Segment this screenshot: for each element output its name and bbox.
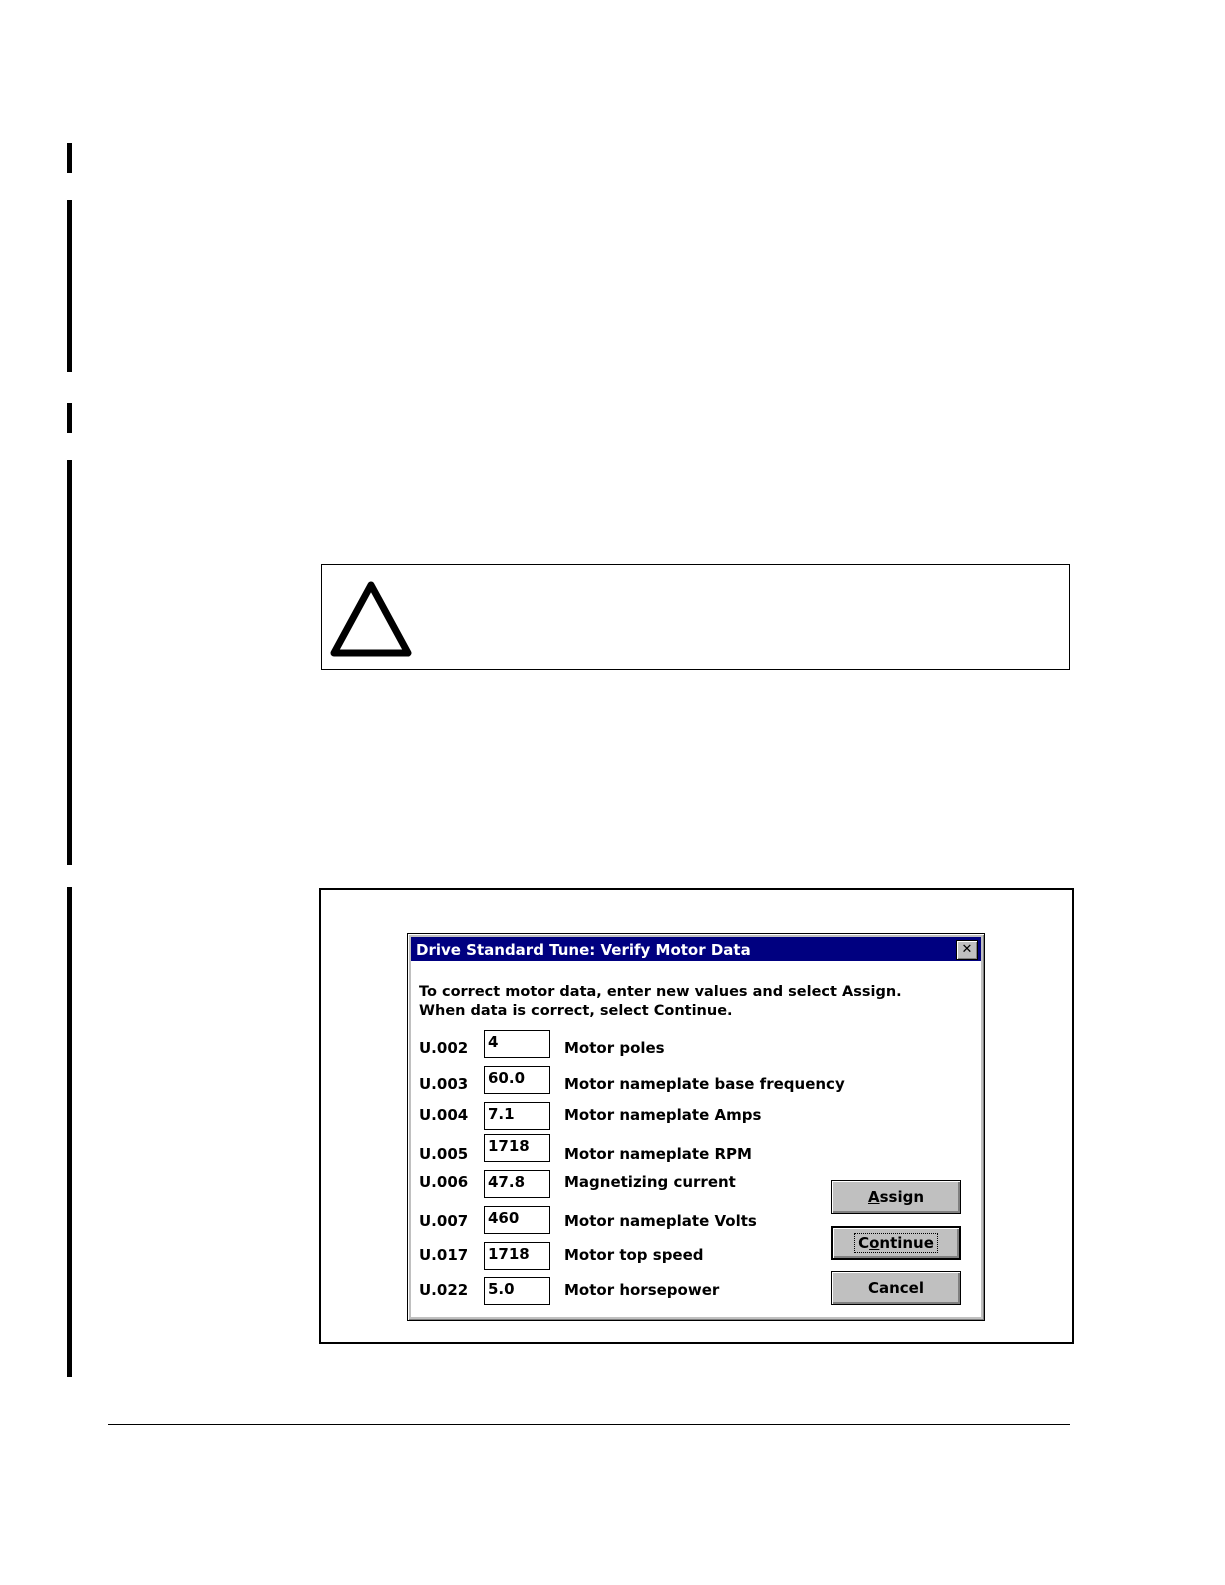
parameter-code: U.002 [419,1039,469,1057]
continue-button[interactable] [831,1226,961,1260]
continue-label: ntinue [879,1234,934,1252]
parameter-description: Motor nameplate base frequency [564,1075,845,1093]
parameter-value-input[interactable]: 47.8 [484,1170,550,1198]
caution-triangle-icon [328,575,414,663]
parameter-code: U.006 [419,1173,469,1191]
parameter-row-u002 [411,1030,981,1062]
parameter-code: U.005 [419,1145,469,1163]
parameter-row-u003 [411,1066,981,1098]
change-bar [67,143,72,173]
parameter-description: Motor nameplate Volts [564,1212,757,1230]
change-bar [67,403,72,433]
change-bar [67,460,72,865]
continue-label-first: C [858,1234,870,1252]
continue-focus-rect [854,1233,938,1253]
parameter-code: U.017 [419,1246,469,1264]
dialog-titlebar[interactable] [411,937,981,961]
change-bar [67,200,72,372]
parameter-description: Magnetizing current [564,1173,736,1191]
parameter-description: Motor top speed [564,1246,704,1264]
parameter-value-input[interactable]: 1718 [484,1242,550,1270]
parameter-row-u004 [411,1102,981,1134]
parameter-description: Motor horsepower [564,1281,720,1299]
cancel-button[interactable] [831,1271,961,1305]
parameter-row-u005 [411,1134,981,1166]
assign-label: ssign [879,1188,925,1206]
parameter-value-input[interactable]: 7.1 [484,1102,550,1130]
parameter-code: U.004 [419,1106,469,1124]
footer-rule [108,1424,1070,1425]
verify-motor-data-dialog [407,933,985,1321]
parameter-description: Motor nameplate RPM [564,1145,752,1163]
instruction-line-2: When data is correct, select Continue. [419,1003,733,1019]
parameter-code: U.022 [419,1281,469,1299]
close-icon: ✕ [961,942,973,957]
cancel-label: Cancel [867,1279,924,1297]
parameter-code: U.007 [419,1212,469,1230]
close-button[interactable] [956,940,978,960]
dialog-title: Drive Standard Tune: Verify Motor Data [416,941,751,959]
continue-mnemonic: o [869,1234,880,1252]
instruction-line-1: To correct motor data, enter new values and select Assign. [419,984,902,1000]
assign-mnemonic: A [867,1188,880,1206]
parameter-value-input[interactable]: 460 [484,1206,550,1234]
parameter-value-input[interactable]: 4 [484,1030,550,1058]
change-bar [67,887,72,1377]
assign-button[interactable] [831,1180,961,1214]
caution-box [321,564,1070,670]
parameter-code: U.003 [419,1075,469,1093]
dialog-body [411,961,981,1317]
parameter-value-input[interactable]: 5.0 [484,1277,550,1305]
parameter-value-input[interactable]: 1718 [484,1134,550,1162]
parameter-description: Motor nameplate Amps [564,1106,762,1124]
parameter-description: Motor poles [564,1039,665,1057]
parameter-value-input[interactable]: 60.0 [484,1066,550,1094]
